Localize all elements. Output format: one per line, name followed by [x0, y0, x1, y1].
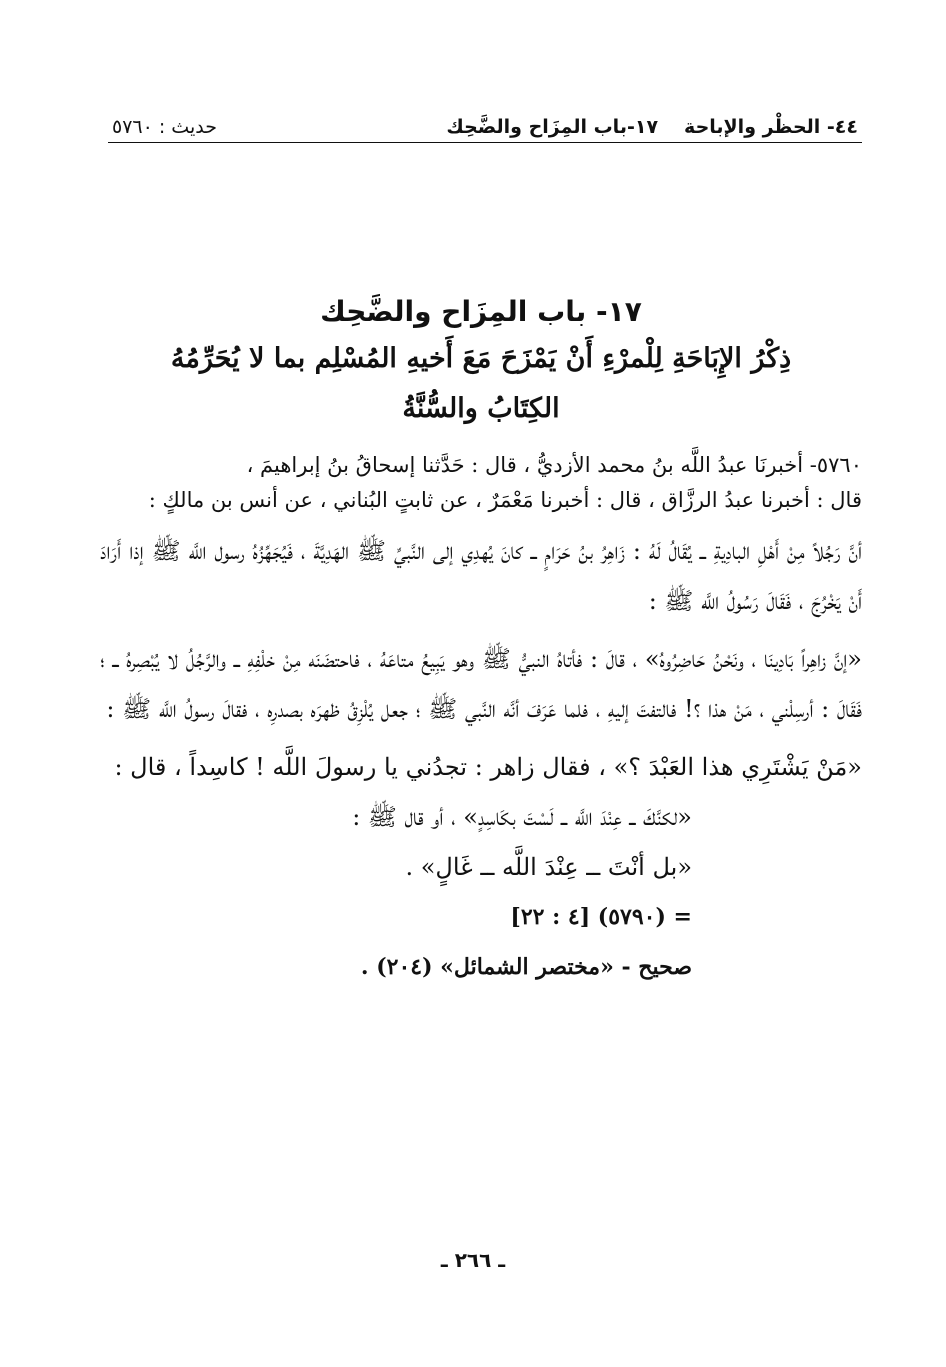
- page-number: ـ ٢٦٦ ـ: [440, 1248, 506, 1272]
- hadith-body: [100, 448, 862, 992]
- cross-reference: = (٥٧٩٠) [٤ : ٢٢]: [510, 904, 692, 930]
- quote-line-1: «لكنَّكَ ــ عِنْدَ اللَّه ــ لَسْتَ بكَاسِدٍ» ، أو قال ﷺ :: [352, 803, 692, 831]
- chapter-subtitle-line2: الكِتَابُ والسُّنَّةُ: [402, 393, 560, 424]
- quote-line-2: «بل أنْتَ ــ عِنْدَ اللَّه ــ غَالٍ» .: [405, 853, 692, 881]
- header-hadith-ref: حديث : ٥٧٦٠: [112, 116, 217, 138]
- matn-paragraph-3: «مَنْ يَشْتَرِي هذا العَبْدَ ؟» ، فقال زاهر : تجدُني يا رسولَ اللَّه ! كاسِداً ، قال :: [114, 753, 862, 781]
- running-header: [112, 98, 858, 138]
- chapter-title: ١٧- باب المِزَاح والضَّحِك: [320, 295, 642, 328]
- matn-paragraph-1: أنَّ رَجُلاً مِنْ أَهْلِ البادِيةِ ــ يُقَالُ لَهُ : زَاهِرُ بنُ حَرَامٍ ــ كانَ يُهدِي إلى النَّبيِّ ﷺ الهَدِيَّةَ ، فَيُجَهِّزُهُ رسول اللَّه ﷺ إذا أَرَادَ أَنْ يَخْرُجَ ، فَقَالَ رَسُولُ اللَّه ﷺ :: [100, 537, 862, 615]
- chapter-subtitle-line1: ذِكْرُ الإِبَاحَةِ لِلْمرْءِ أَنْ يَمْزَحَ مَعَ أَخيهِ المُسْلِم بما لا يُحَرِّمُهُ: [170, 343, 792, 374]
- header-titles: [446, 116, 858, 138]
- isnad-line1: ٥٧٦٠- أخبرنَا عبدُ اللَّه بنُ محمد الأزديُّ ، قال : حَدَّثنا إسحاقُ بنُ إبراهيمَ ،: [246, 453, 862, 477]
- hadith-grade: صحيح - «مختصر الشمائل» (٢٠٤) .: [360, 954, 692, 980]
- header-chapter-title: ١٧-باب المِزَاح والضَّحِك: [446, 116, 659, 138]
- header-rule: [108, 142, 862, 143]
- header-book-title: ٤٤- الحظْر والإباحة: [684, 116, 858, 138]
- chapter-heading: [100, 290, 862, 434]
- isnad-line2: قال : أخبرنا عبدُ الرزَّاق ، قال : أخبرنا مَعْمَرٌ ، عن ثابتٍ البُناني ، عن أنس بن مالكٍ :: [148, 488, 862, 512]
- matn-paragraph-2: «إنَّ زاهِراً بَادِينَا ، ونَحْنُ حَاضِرُوهُ» ، قالَ : فأتاهُ النبيُّ ﷺ وهو يَبِيعُ متاعَهُ ، فاحتضَنَه مِنْ خلْفِهِ ــ والرَّجُلُ لا يُبْصِرهُ ــ ؛ فَقَالَ : أرسِلْني ، مَنْ هذا ؟! فالتفتَ إليهِ ، فلما عَرَفَ أنَّه النَّبي ﷺ ؛ جعل يُلْزِقُ ظهرَه بصدرِه ، فقالَ رسولُ اللَّه ﷺ :: [100, 645, 862, 723]
